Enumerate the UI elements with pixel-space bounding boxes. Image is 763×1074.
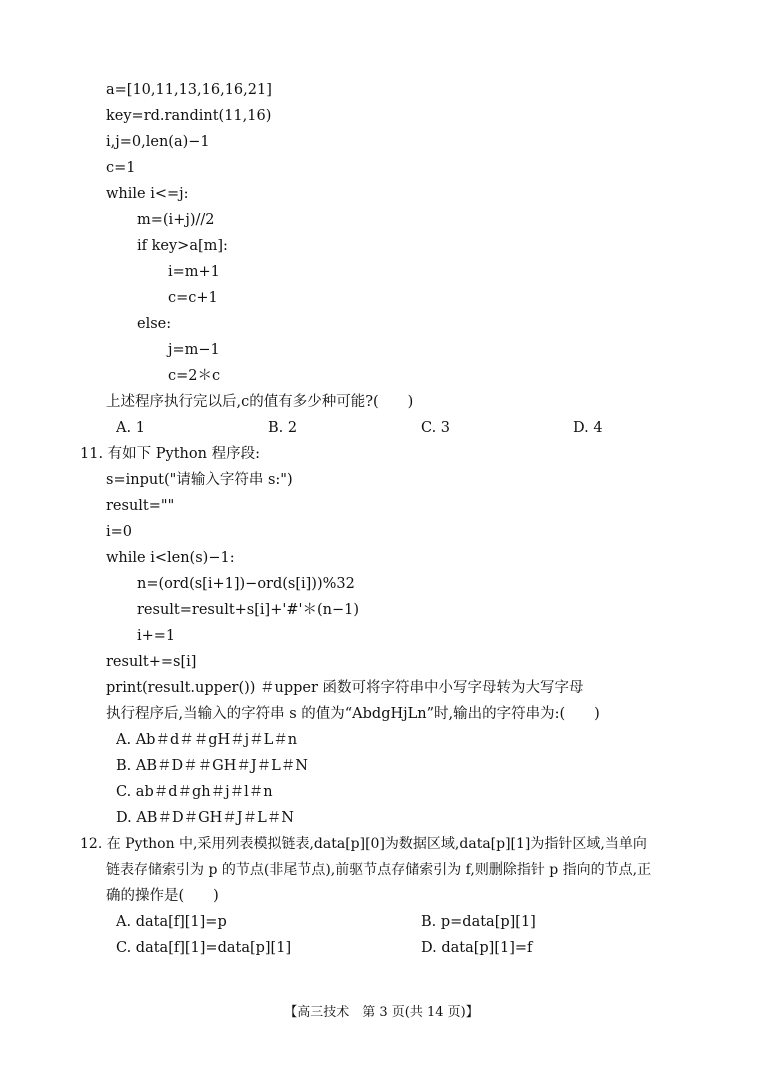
code-line: c=1 [106, 160, 136, 176]
option-c: C. ab＃d＃gh＃j＃l＃n [116, 784, 273, 800]
code-line: while i<len(s)−1: [106, 550, 235, 566]
option-a: A. 1 [116, 420, 145, 436]
code-line: while i<=j: [106, 186, 189, 202]
code-line: i=m+1 [168, 264, 220, 280]
code-line: result+=s[i] [106, 654, 197, 670]
option-d: D. AB＃D＃GH＃J＃L＃N [116, 810, 294, 826]
code-line: print(result.upper()) ＃upper 函数可将字符串中小写字母转为大写字母 [106, 680, 584, 696]
code-line: s=input("请输入字符串 s:") [106, 472, 293, 488]
option-b: B. 2 [268, 420, 298, 436]
option-a: A. Ab＃d＃＃gH＃j＃L＃n [116, 732, 298, 748]
option-b: B. AB＃D＃＃GH＃J＃L＃N [116, 758, 308, 774]
code-line: i,j=0,len(a)−1 [106, 134, 210, 150]
code-line: i+=1 [137, 628, 176, 644]
question-12-line: 链表存储索引为 p 的节点(非尾节点),前驱节点存储索引为 f,则删除指针 p 指向的节点,正 [106, 862, 652, 878]
page-footer: 【高三技术 第 3 页(共 14 页)】 [284, 1005, 479, 1020]
option-d: D. data[p][1]=f [421, 940, 533, 956]
code-line: i=0 [106, 524, 133, 540]
question-12-line: 12. 在 Python 中,采用列表模拟链表,data[p][0]为数据区域,data[p][1]为指针区域,当单向 [80, 836, 647, 852]
code-line: else: [137, 316, 172, 332]
question-11-stem: 11. 有如下 Python 程序段: [80, 446, 260, 462]
option-d: D. 4 [573, 420, 603, 436]
code-line: if key>a[m]: [137, 238, 228, 254]
code-line: a=[10,11,13,16,16,21] [106, 82, 272, 98]
question-10-text: 上述程序执行完以后,c的值有多少种可能?( ) [106, 394, 414, 410]
option-c: C. 3 [421, 420, 451, 436]
code-line: c=2＊c [168, 368, 221, 384]
code-line: key=rd.randint(11,16) [106, 108, 272, 124]
question-11-text: 执行程序后,当输入的字符串 s 的值为“AbdgHjLn”时,输出的字符串为:( ) [106, 706, 600, 722]
code-line: j=m−1 [168, 342, 220, 358]
option-c: C. data[f][1]=data[p][1] [116, 940, 292, 956]
question-12-line: 确的操作是( ) [106, 888, 219, 904]
option-b: B. p=data[p][1] [421, 914, 536, 930]
code-line: c=c+1 [168, 290, 218, 306]
code-line: result=result+s[i]+'#'＊(n−1) [137, 602, 360, 618]
option-a: A. data[f][1]=p [116, 914, 227, 930]
code-line: m=(i+j)//2 [137, 212, 215, 228]
code-line: n=(ord(s[i+1])−ord(s[i]))%32 [137, 576, 355, 592]
code-line: result="" [106, 498, 175, 514]
